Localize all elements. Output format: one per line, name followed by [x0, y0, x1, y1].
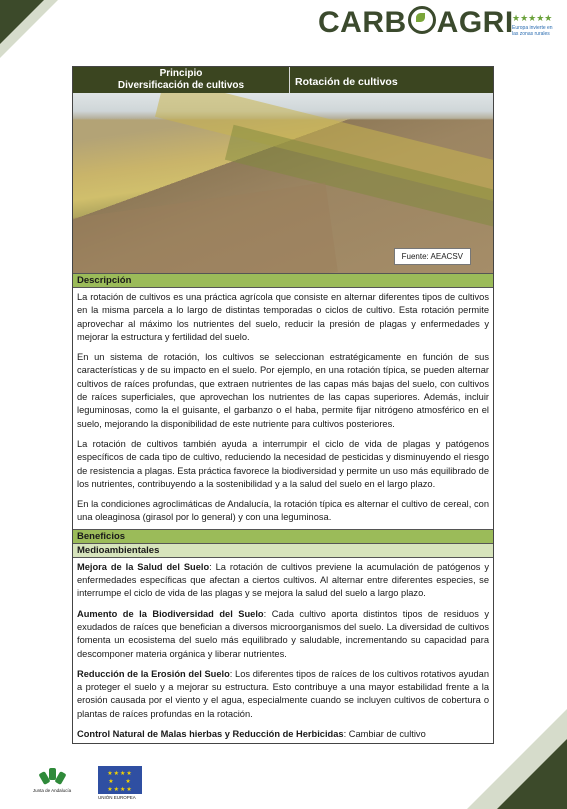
eu-rural-logo: [512, 14, 556, 44]
stars-icon: ★★★★★: [512, 13, 553, 23]
corner-decoration-top-dark: [0, 0, 44, 44]
principle-cell: [73, 67, 290, 93]
benefit-text: : Cambiar de cultivo: [343, 729, 426, 740]
carboagri-logo: [318, 6, 514, 40]
corner-decoration-bottom-dark: [497, 739, 567, 809]
benefit-title: Mejora de la Salud del Suelo: [77, 561, 210, 572]
logo-text-left: CARB: [318, 6, 407, 39]
field-photo: [73, 93, 493, 273]
descripcion-body: [73, 288, 493, 529]
benefit-text: : Cada cultivo aporta distintos tipos de residuos y exudados de raíces que benefician a diversos microorganismos del suelo. La diversidad de cultivos fomenta un ecosistema del suelo más equilibrado y saludable, incrementando su capacidad para descomponer materia orgánica y liberar nutrientes.: [77, 608, 489, 659]
descripcion-paragraph: En un sistema de rotación, los cultivos se seleccionan estratégicamente en función de sus características y de su impacto en el suelo. Por ejemplo, en una rotación típica, se pueden alternar cultivos de raíces profundas, que extraen nutrientes de las capas más bajas del suelo, con cultivos de raíces superficiales, que aprovechan los nutrientes de las capas superiores. Además, incluir leguminosas, como la el guisante, el garbanzo o el haba, permite fijar nitrógeno atmosférico en el suelo, mejorando la disponibilidad de este nutriente para cultivos posteriores.: [77, 352, 489, 429]
logo-text-right: AGRI: [436, 6, 514, 39]
sheet-header: [73, 67, 493, 93]
benefit-item: [77, 608, 489, 661]
descripcion-heading: Descripción: [73, 273, 493, 288]
eu-rural-text: Europa invierte en las zonas rurales: [512, 25, 553, 37]
junta-text: Junta de Andalucía: [32, 788, 72, 793]
practice-sheet: [72, 66, 494, 744]
leaf-globe-icon: [408, 6, 436, 34]
benefit-item: [77, 728, 489, 741]
practice-title: Rotación de cultivos: [295, 76, 398, 88]
medioambientales-heading: Medioambientales: [73, 544, 493, 558]
descripcion-paragraph: La rotación de cultivos es una práctica agrícola que consiste en alternar diferentes tipos de cultivos en la misma parcela a lo largo de distintas temporadas o ciclos de cultivo. Esta rotación permite aprovechar al máximo los nutrientes del suelo, reducir la presión de plagas y enfermedades y mejorar la estructura y fertilidad del suelo.: [77, 292, 489, 342]
junta-emblem-icon: [39, 766, 65, 786]
junta-andalucia-logo: [30, 766, 74, 793]
benefit-text: : La rotación de cultivos previene la acumulación de patógenos y enfermedades específicas que afectan a ciertos cultivos. Al alternar entre diferentes especies, se interrumpe el ciclo de vida de las plagas y se mejora la salud del suelo a largo plazo.: [77, 561, 489, 599]
benefit-title: Reducción de la Erosión del Suelo: [77, 668, 230, 679]
principle-value: Diversificación de cultivos: [117, 80, 245, 91]
benefit-item: [77, 668, 489, 721]
descripcion-paragraph: En la condiciones agroclimáticas de Andalucía, la rotación típica es alternar el cultivo de cereal, con una oleaginosa (girasol por lo general) y con una leguminosa.: [77, 499, 489, 523]
beneficios-heading: Beneficios: [73, 529, 493, 544]
beneficios-body: [73, 558, 493, 744]
benefit-item: [77, 561, 489, 601]
principle-label: Principio: [159, 68, 203, 79]
benefit-title: Aumento de la Biodiversidad del Suelo: [77, 608, 264, 619]
benefit-text: : Los diferentes tipos de raíces de los cultivos rotativos ayudan a proteger el suelo y a mejorar su estructura. Esto contribuye a una mayor estabilidad frente a la erosión causada por el viento y el agua, especialmente cuando se incluyen cultivos de cobertura o plantas de raíces profundas en la rotación.: [77, 668, 489, 719]
eu-text: UNIÓN EUROPEA: [98, 795, 136, 800]
eu-flag-icon: ★★★★ ★ ★ ★★★★: [98, 766, 142, 794]
photo-source: Fuente: AEACSV: [394, 248, 471, 265]
descripcion-paragraph: La rotación de cultivos también ayuda a interrumpir el ciclo de vida de plagas y patógenos específicos de cada tipo de cultivo, reduciendo la necesidad de pesticidas y disminuyendo el riesgo de resistencia a plagas. Esta práctica favorece la biodiversidad y permite un uso más equilibrado de los nutrientes, contribuyendo a la sostenibilidad y a la salud del suelo en el largo plazo.: [77, 438, 489, 489]
benefit-title: Control Natural de Malas hierbas y Reducción de Herbicidas: [77, 729, 344, 740]
